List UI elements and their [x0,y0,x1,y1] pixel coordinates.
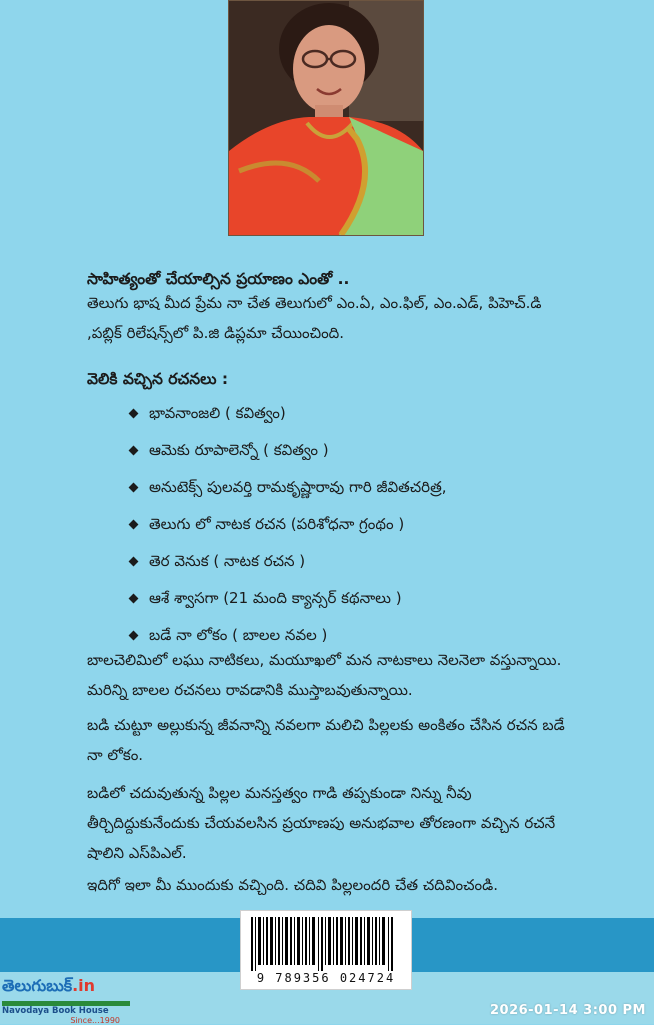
section-heading: సాహిత్యంతో చేయాల్సిన ప్రయాణం ఎంతో .. [87,270,350,288]
list-item [130,395,447,432]
paragraph-shalini-spl: బడిలో చదువుతున్న పిల్లల మనస్తత్వం గాడి తప్పకుండా నిన్ను నీవు తీర్చిదిద్దుకునేందుకు చేయవలసిన ప్రయాణపు అనుభవాల తోరణంగా వచ్చిన రచనే షాలిని ఎస్‌పిఎల్. [87,784,556,862]
photo-timestamp: 2026-01-14 3:00 PM [489,1003,646,1018]
diamond-bullet-icon [129,520,139,530]
logo-wordmark [2,976,130,999]
list-item [130,469,447,506]
list-item [130,580,447,617]
list-item [130,432,447,469]
work-title: అనుటెక్స్ పులవర్తి రామకృష్ణారావు గారి జీవితచరిత్ర, [149,478,447,496]
author-portrait-illustration [229,1,423,235]
work-title: తెర వెనుక ( నాటక రచన ) [149,552,306,570]
diamond-bullet-icon [129,594,139,604]
list-item [130,543,447,580]
isbn-number: 9 789356 024724 [256,971,396,985]
publisher-logo [2,976,130,1025]
isbn-barcode [240,910,412,990]
barcode-icon [247,917,405,971]
work-title: బడే నా లోకం ( బాలల నవల ) [149,626,328,644]
work-title: ఆమెకు రూపాలెన్నో ( కవిత్వం ) [149,441,329,459]
paragraph-balachelimi: బాలచెలిమిలో లఘు నాటికలు, మయూఖలో మన నాటకాలు నెలనెలా వస్తున్నాయి. మరిన్ని బాలల రచనలు రావడానికి ముస్తాబవుతున్నాయి. [87,651,562,699]
list-item [130,506,447,543]
diamond-bullet-icon [129,446,139,456]
work-title: ఆశే శ్వాసగా (21 మంది క్యాన్సర్ కథనాలు ) [149,589,402,607]
diamond-bullet-icon [129,409,139,419]
diamond-bullet-icon [129,631,139,641]
diamond-bullet-icon [129,483,139,493]
intro-paragraph: తెలుగు భాష మీద ప్రేమ నా చేత తెలుగులో ఎం.ఏ, ఎం.ఫిల్, ఎం.ఎడ్, పిహెచ్.డి ,పబ్లిక్ రిలేషన్స్‌లో పి.జి డిప్లమా చేయించింది. [87,294,542,342]
works-heading: వెలికి వచ్చిన రచనలు : [87,370,229,388]
logo-main-text: తెలుగుబుక్ [2,976,73,995]
paragraph-closing: ఇదిగో ఇలా మీ ముందుకు వచ్చింది. చదివి పిల్లలందరి చేత చదివించండి. [87,876,498,894]
diamond-bullet-icon [129,557,139,567]
paragraph-bade-na-lokam: బడి చుట్టూ అల్లుకున్న జీవనాన్ని నవలగా మలిచి పిల్లలకు అంకితం చేసిన రచన బడే నా లోకం. [87,716,565,764]
logo-since: Since...1990 [70,1016,120,1025]
work-title: తెలుగు లో నాటక రచన (పరిశోధనా గ్రంథం ) [149,515,405,533]
logo-suffix: .in [72,976,96,995]
logo-publisher-name: Navodaya Book House [2,1006,109,1016]
works-list [130,395,447,654]
work-title: భావనాంజలి ( కవిత్వం) [149,404,286,422]
author-photo [228,0,424,236]
